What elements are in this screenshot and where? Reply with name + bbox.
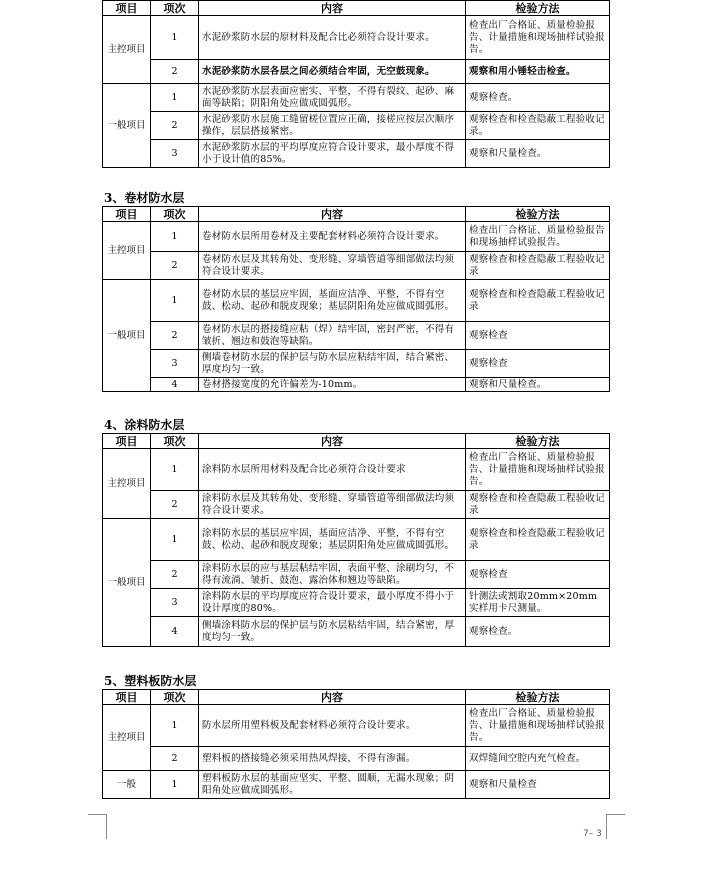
content-cell: 水泥砂浆防水层的原材料及配合比必须符合设计要求。 xyxy=(199,16,466,60)
method-cell: 观察检查。 xyxy=(466,84,610,112)
content-cell: 塑料板防水层的基面应坚实、平整、圆顺，无漏水现象；阴阳角处应做成圆弧形。 xyxy=(199,771,466,799)
table-row xyxy=(103,705,610,747)
table-row xyxy=(103,84,610,112)
category-cell: 主控项目 xyxy=(103,449,151,519)
method-cell: 观察检查和检查隐蔽工程验收记录 xyxy=(466,280,610,322)
header-content: 内容 xyxy=(199,1,466,16)
method-cell: 针测法或割取20mm×20mm实样用卡尺测量。 xyxy=(466,589,610,617)
header-category: 项目 xyxy=(103,690,151,705)
header-index: 项次 xyxy=(151,1,199,16)
index-cell: 1 xyxy=(151,449,199,491)
method-cell: 观察和尺量检查。 xyxy=(466,140,610,168)
category-cell: 一般 xyxy=(103,771,151,799)
table-header-row xyxy=(103,207,610,222)
section-title-membrane: 3、卷材防水层 xyxy=(104,191,185,205)
table-row xyxy=(103,280,610,322)
table-coating xyxy=(102,433,610,647)
index-cell: 4 xyxy=(151,378,199,392)
table-row xyxy=(103,617,610,647)
table-row xyxy=(103,322,610,350)
content-cell: 塑料板的搭接缝必须采用热风焊接，不得有渗漏。 xyxy=(199,747,466,771)
header-content: 内容 xyxy=(199,690,466,705)
section-title-coating: 4、涂料防水层 xyxy=(104,418,185,432)
category-cell: 主控项目 xyxy=(103,705,151,771)
index-cell: 2 xyxy=(151,491,199,519)
crop-mark-right xyxy=(606,814,625,839)
index-cell: 4 xyxy=(151,617,199,647)
method-cell: 检查出厂合格证、质量检验报告、计量措施和现场抽样试验报告。 xyxy=(466,705,610,747)
index-cell: 1 xyxy=(151,222,199,252)
header-index: 项次 xyxy=(151,690,199,705)
table-cement-mortar xyxy=(102,0,610,168)
index-cell: 3 xyxy=(151,140,199,168)
table-row xyxy=(103,112,610,140)
table-row xyxy=(103,589,610,617)
method-cell: 观察检查 xyxy=(466,350,610,378)
table-row xyxy=(103,16,610,60)
content-cell: 水泥砂浆防水层的平均厚度应符合设计要求，最小厚度不得小于设计值的85%。 xyxy=(199,140,466,168)
category-cell: 一般项目 xyxy=(103,84,151,168)
index-cell: 1 xyxy=(151,280,199,322)
method-cell: 观察检查和检查隐蔽工程验收记录 xyxy=(466,252,610,280)
table-row xyxy=(103,252,610,280)
table-row xyxy=(103,60,610,84)
content-cell: 涂料防水层的应与基层粘结牢固，表面平整、涂刷均匀，不得有流淌、皱折、鼓泡、露治体和翘边等缺陷。 xyxy=(199,561,466,589)
table-row xyxy=(103,378,610,392)
method-cell: 检查出厂合格证、质量检验报告、计量措施和现场抽样试验报告。 xyxy=(466,449,610,491)
index-cell: 1 xyxy=(151,771,199,799)
table-header-row xyxy=(103,434,610,449)
content-cell: 防水层所用塑料板及配套材料必须符合设计要求。 xyxy=(199,705,466,747)
table-row xyxy=(103,350,610,378)
method-cell: 观察和用小锤轻击检查。 xyxy=(466,60,610,84)
index-cell: 1 xyxy=(151,519,199,561)
index-cell: 2 xyxy=(151,60,199,84)
index-cell: 1 xyxy=(151,84,199,112)
content-cell: 卷材防水层的搭接缝应粘（焊）结牢固，密封严密，不得有皱折、翘边和鼓泡等缺陷。 xyxy=(199,322,466,350)
header-content: 内容 xyxy=(199,207,466,222)
table-row xyxy=(103,747,610,771)
content-cell: 涂料防水层的平均厚度应符合设计要求，最小厚度不得小于设计厚度的80%。 xyxy=(199,589,466,617)
header-method: 检验方法 xyxy=(466,434,610,449)
table-row xyxy=(103,561,610,589)
header-method: 检验方法 xyxy=(466,1,610,16)
index-cell: 3 xyxy=(151,589,199,617)
method-cell: 检查出厂合格证、质量检验报告和现场抽样试验报告。 xyxy=(466,222,610,252)
content-cell: 侧墙涂料防水层的保护层与防水层粘结牢固，结合紧密，厚度均匀一致。 xyxy=(199,617,466,647)
category-cell: 主控项目 xyxy=(103,16,151,84)
table-row xyxy=(103,449,610,491)
content-cell: 卷材防水层所用卷材及主要配套材料必须符合设计要求。 xyxy=(199,222,466,252)
method-cell: 观察检查和检查隐蔽工程验收记录 xyxy=(466,491,610,519)
content-cell: 涂料防水层的基层应牢固，基面应洁净、平整，不得有空鼓、松动、起砂和脱皮现象；基层阴阳角处应做成圆弧形。 xyxy=(199,519,466,561)
header-index: 项次 xyxy=(151,207,199,222)
table-row xyxy=(103,222,610,252)
method-cell: 观察检查和检查隐蔽工程验收记录。 xyxy=(466,112,610,140)
table-plastic xyxy=(102,689,610,799)
method-cell: 双焊缝间空腔内充气检查。 xyxy=(466,747,610,771)
content-cell: 卷材搭接宽度的允许偏差为-10mm。 xyxy=(199,378,466,392)
page-number: 7– 3 xyxy=(583,829,602,839)
method-cell: 观察检查。 xyxy=(466,617,610,647)
content-cell: 卷材防水层的基层应牢固，基面应洁净、平整，不得有空鼓、松动、起砂和脱皮现象；基层阴阳角处应做成圆弧形。 xyxy=(199,280,466,322)
table-row xyxy=(103,519,610,561)
header-category: 项目 xyxy=(103,1,151,16)
content-cell: 涂料防水层所用材料及配合比必须符合设计要求 xyxy=(199,449,466,491)
content-cell: 卷材防水层及其转角处、变形缝、穿墙管道等细部做法均须符合设计要求。 xyxy=(199,252,466,280)
table-row xyxy=(103,771,610,799)
index-cell: 1 xyxy=(151,16,199,60)
method-cell: 观察和尺量检查 xyxy=(466,771,610,799)
index-cell: 2 xyxy=(151,322,199,350)
content-cell: 水泥砂浆防水层表面应密实、平整，不得有裂纹、起砂、麻面等缺陷；阴阳角处应做成圆弧形。 xyxy=(199,84,466,112)
index-cell: 1 xyxy=(151,705,199,747)
header-method: 检验方法 xyxy=(466,690,610,705)
section-title-plastic: 5、塑料板防水层 xyxy=(104,674,197,688)
method-cell: 观察检查和检查隐蔽工程验收记录 xyxy=(466,519,610,561)
category-cell: 主控项目 xyxy=(103,222,151,280)
index-cell: 3 xyxy=(151,350,199,378)
content-cell: 涂料防水层及其转角处、变形缝、穿墙管道等细部做法均须符合设计要求。 xyxy=(199,491,466,519)
header-method: 检验方法 xyxy=(466,207,610,222)
category-cell: 一般项目 xyxy=(103,280,151,392)
table-membrane xyxy=(102,206,610,392)
header-category: 项目 xyxy=(103,434,151,449)
category-cell: 一般项目 xyxy=(103,519,151,647)
header-content: 内容 xyxy=(199,434,466,449)
table-header-row xyxy=(103,690,610,705)
content-cell: 侧墙卷材防水层的保护层与防水层应粘结牢固，结合紧密、厚度均匀一致。 xyxy=(199,350,466,378)
crop-mark-left xyxy=(88,814,107,839)
index-cell: 2 xyxy=(151,561,199,589)
method-cell: 检查出厂合格证、质量检验报告、计量措施和现场抽样试验报告。 xyxy=(466,16,610,60)
method-cell: 观察和尺量检查。 xyxy=(466,378,610,392)
table-header-row xyxy=(103,1,610,16)
index-cell: 2 xyxy=(151,252,199,280)
method-cell: 观察检查 xyxy=(466,322,610,350)
header-index: 项次 xyxy=(151,434,199,449)
index-cell: 2 xyxy=(151,747,199,771)
content-cell: 水泥砂浆防水层各层之间必须结合牢固，无空鼓现象。 xyxy=(199,60,466,84)
content-cell: 水泥砂浆防水层施工缝留槎位置应正确，接槎应按层次顺序操作，层层搭接紧密。 xyxy=(199,112,466,140)
index-cell: 2 xyxy=(151,112,199,140)
header-category: 项目 xyxy=(103,207,151,222)
table-row xyxy=(103,491,610,519)
method-cell: 观察检查 xyxy=(466,561,610,589)
table-row xyxy=(103,140,610,168)
